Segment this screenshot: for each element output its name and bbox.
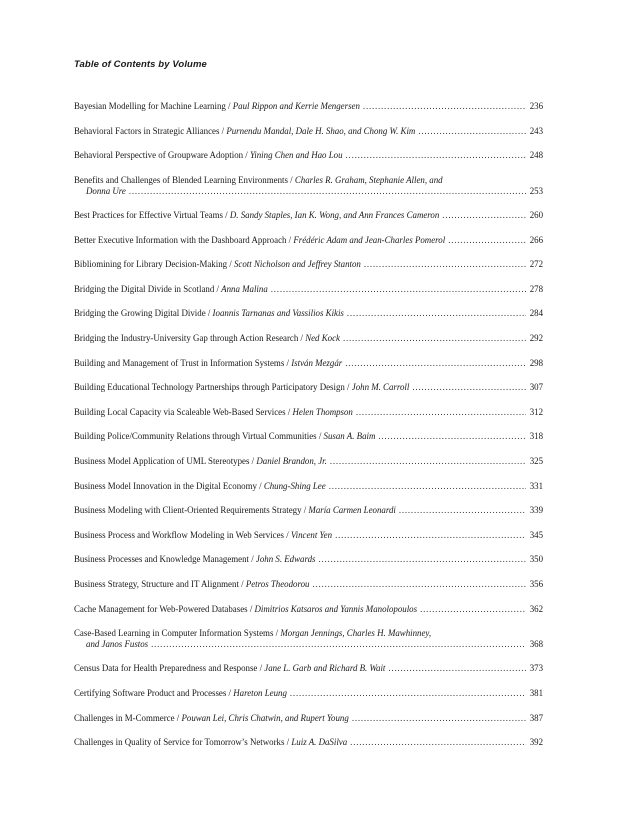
toc-entry[interactable] bbox=[74, 175, 543, 198]
entry-text bbox=[74, 210, 439, 221]
entry-text bbox=[74, 333, 340, 344]
entry-title: Case-Based Learning in Computer Information Systems / bbox=[74, 628, 281, 639]
entry-page-number: 387 bbox=[529, 712, 543, 723]
entry-text bbox=[74, 101, 360, 112]
toc-entry[interactable] bbox=[74, 126, 543, 137]
entry-authors: Charles R. Graham, Stephanie Allen, and bbox=[294, 174, 443, 185]
dot-leader bbox=[352, 713, 526, 724]
entry-page-number: 260 bbox=[529, 210, 543, 221]
entry-authors: Chung-Shing Lee bbox=[263, 480, 326, 491]
entry-authors: Hareton Leung bbox=[233, 688, 287, 699]
entry-page-number: 248 bbox=[529, 150, 543, 161]
entry-title: Bridging the Digital Divide in Scotland / bbox=[74, 283, 222, 294]
entry-authors: István Mezgár bbox=[291, 357, 343, 368]
entry-authors: John M. Carroll bbox=[351, 382, 410, 393]
entry-page-number: 266 bbox=[529, 234, 543, 245]
entry-title: Building Educational Technology Partnerships through Participatory Design / bbox=[74, 382, 352, 393]
dot-leader bbox=[364, 259, 526, 270]
entry-text bbox=[74, 579, 310, 590]
entry-authors: Pouwan Lei, Chris Chatwin, and Rupert Young bbox=[181, 712, 349, 723]
toc-entry[interactable] bbox=[74, 713, 543, 724]
entry-authors: Frédéric Adam and Jean-Charles Pomerol bbox=[293, 234, 446, 245]
dot-leader bbox=[151, 639, 526, 650]
entry-page-number: 284 bbox=[529, 308, 543, 319]
entry-title: Bridging the Industry-University Gap through Action Research / bbox=[74, 333, 306, 344]
entry-title: Bibliomining for Library Decision-Making / bbox=[74, 259, 234, 270]
entry-page-number: 381 bbox=[529, 688, 543, 699]
entry-authors-continued: Donna Ure bbox=[86, 186, 126, 197]
dot-leader bbox=[388, 663, 526, 674]
dot-leader bbox=[343, 333, 526, 344]
entry-title: Better Executive Information with the Dashboard Approach / bbox=[74, 234, 294, 245]
entry-title: Behavioral Factors in Strategic Alliances / bbox=[74, 125, 227, 136]
entry-title: Certifying Software Product and Processes / bbox=[74, 688, 234, 699]
entry-page-number: 292 bbox=[529, 333, 543, 344]
entry-text bbox=[74, 308, 344, 319]
toc-entry[interactable] bbox=[74, 530, 543, 541]
dot-leader bbox=[347, 308, 526, 319]
dot-leader bbox=[335, 530, 526, 541]
entry-authors: Daniel Brandon, Jr. bbox=[256, 456, 327, 466]
dot-leader bbox=[442, 210, 526, 221]
entry-authors: Ned Kock bbox=[305, 333, 340, 344]
entry-authors: Anna Malina bbox=[221, 283, 268, 294]
dot-leader bbox=[129, 186, 526, 197]
toc-entry[interactable] bbox=[74, 358, 543, 369]
toc-entry[interactable] bbox=[74, 431, 543, 442]
dot-leader bbox=[271, 284, 526, 295]
entry-page-number: 318 bbox=[529, 431, 543, 442]
entry-title: Building Local Capacity via Scaleable Web-Based Services / bbox=[74, 406, 293, 417]
entry-title: Benefits and Challenges of Blended Learning Environments / bbox=[74, 174, 295, 185]
entry-page-number: 345 bbox=[529, 529, 543, 540]
entry-text bbox=[74, 554, 315, 565]
entry-title: Bayesian Modelling for Machine Learning / bbox=[74, 101, 233, 111]
dot-leader bbox=[418, 126, 526, 137]
entry-authors: Jane L. Garb and Richard B. Wait bbox=[264, 663, 386, 674]
entry-authors: Scott Nicholson and Jeffrey Stanton bbox=[233, 259, 361, 270]
dot-leader bbox=[350, 737, 526, 748]
entry-title: Business Processes and Knowledge Management / bbox=[74, 554, 256, 565]
toc-entry[interactable] bbox=[74, 554, 543, 565]
entry-text bbox=[74, 530, 332, 541]
entry-authors: D. Sandy Staples, Ian K. Wong, and Ann Frances Cameron bbox=[229, 210, 440, 221]
dot-leader bbox=[290, 688, 526, 699]
entry-page-number: 307 bbox=[529, 382, 543, 393]
entry-authors: Morgan Jennings, Charles H. Mawhinney, bbox=[280, 628, 432, 639]
dot-leader bbox=[313, 579, 527, 590]
entry-page-number: 368 bbox=[529, 639, 543, 650]
entry-text bbox=[74, 358, 342, 369]
toc-entry[interactable] bbox=[74, 407, 543, 418]
entry-text bbox=[74, 150, 343, 161]
toc-entry[interactable] bbox=[74, 101, 543, 112]
entry-page-number: 272 bbox=[529, 259, 543, 270]
toc-entry[interactable] bbox=[74, 210, 543, 221]
toc-entry[interactable] bbox=[74, 663, 543, 674]
entry-title: Challenges in Quality of Service for Tomorrow’s Networks / bbox=[74, 737, 292, 748]
entry-text bbox=[74, 284, 268, 295]
entry-text bbox=[74, 604, 417, 615]
toc-entry[interactable] bbox=[74, 456, 543, 467]
entry-authors: Helen Thompson bbox=[292, 406, 353, 417]
entry-page-number: 331 bbox=[529, 480, 543, 491]
entry-text bbox=[74, 688, 287, 699]
entry-authors: Luiz A. DaSilva bbox=[291, 737, 348, 748]
toc-entry[interactable] bbox=[74, 308, 543, 319]
entry-text bbox=[74, 481, 326, 492]
entry-page-number: 325 bbox=[529, 456, 543, 466]
entry-text bbox=[74, 407, 353, 418]
entry-text bbox=[74, 235, 445, 246]
entry-authors-continued: and Janos Fustos bbox=[86, 639, 149, 650]
entry-title: Best Practices for Effective Virtual Teams / bbox=[74, 210, 230, 221]
dot-leader bbox=[378, 431, 526, 442]
entry-title: Building and Management of Trust in Information Systems / bbox=[74, 357, 292, 368]
entry-authors: Yining Chen and Hao Lou bbox=[249, 150, 343, 161]
toc-heading: Table of Contents by Volume bbox=[74, 59, 207, 70]
entry-title: Business Strategy, Structure and IT Alignment / bbox=[74, 578, 246, 589]
toc-entry[interactable] bbox=[74, 284, 543, 295]
toc-entry[interactable] bbox=[74, 628, 543, 651]
entry-title: Challenges in M-Commerce / bbox=[74, 712, 182, 723]
entry-title: Business Modeling with Client-Oriented Requirements Strategy / bbox=[74, 505, 309, 516]
entry-page-number: 339 bbox=[529, 505, 543, 516]
dot-leader bbox=[345, 358, 526, 369]
toc-entry[interactable] bbox=[74, 737, 543, 748]
entry-authors: Paul Rippon and Kerrie Mengersen bbox=[232, 101, 360, 111]
entry-page-number: 243 bbox=[529, 125, 543, 136]
entry-title: Behavioral Perspective of Groupware Adoption / bbox=[74, 150, 250, 161]
entry-page-number: 350 bbox=[529, 554, 543, 565]
entry-page-number: 236 bbox=[529, 101, 543, 111]
dot-leader bbox=[329, 481, 526, 492]
entry-title: Bridging the Growing Digital Divide / bbox=[74, 308, 213, 319]
toc-entry[interactable] bbox=[74, 604, 543, 615]
dot-leader bbox=[346, 150, 526, 161]
entry-authors: John S. Edwards bbox=[255, 554, 316, 565]
entry-text bbox=[74, 737, 347, 748]
toc-entry[interactable] bbox=[74, 150, 543, 161]
entry-text bbox=[74, 431, 375, 442]
dot-leader bbox=[318, 554, 526, 565]
entry-authors: Susan A. Baim bbox=[323, 431, 376, 442]
entry-authors: María Carmen Leonardi bbox=[308, 505, 396, 516]
entry-text bbox=[74, 456, 327, 467]
entry-authors: Petros Theodorou bbox=[245, 578, 310, 589]
toc-entry[interactable] bbox=[74, 333, 543, 344]
dot-leader bbox=[399, 505, 526, 516]
entry-page-number: 312 bbox=[529, 406, 543, 417]
dot-leader bbox=[412, 382, 526, 393]
entry-authors: Purnendu Mandal, Dale H. Shao, and Chong W. Kim bbox=[226, 125, 416, 136]
entry-page-number: 356 bbox=[529, 578, 543, 589]
entry-title: Business Model Innovation in the Digital Economy / bbox=[74, 480, 264, 491]
entry-text bbox=[74, 126, 415, 137]
entry-text bbox=[74, 382, 409, 393]
toc-entry[interactable] bbox=[74, 688, 543, 699]
entry-text bbox=[74, 505, 396, 516]
dot-leader bbox=[330, 456, 526, 467]
entry-title: Business Model Application of UML Stereotypes / bbox=[74, 456, 257, 466]
entry-title: Cache Management for Web-Powered Databases / bbox=[74, 603, 255, 614]
entry-title: Census Data for Health Preparedness and Response / bbox=[74, 663, 265, 674]
entry-page-number: 362 bbox=[529, 603, 543, 614]
toc-entry[interactable] bbox=[74, 505, 543, 516]
entry-text bbox=[74, 663, 385, 674]
toc-entry[interactable] bbox=[74, 235, 543, 246]
toc-entry[interactable] bbox=[74, 259, 543, 270]
entry-page-number: 278 bbox=[529, 283, 543, 294]
entry-title: Building Police/Community Relations through Virtual Communities / bbox=[74, 431, 324, 442]
dot-leader bbox=[363, 101, 526, 112]
entry-title: Business Process and Workflow Modeling in Web Services / bbox=[74, 529, 291, 540]
dot-leader bbox=[448, 235, 526, 246]
entry-page-number: 392 bbox=[529, 737, 543, 748]
entry-authors: Dimitrios Katsaros and Yannis Manolopoulos bbox=[254, 603, 418, 614]
toc-entry[interactable] bbox=[74, 382, 543, 393]
entry-page-number: 298 bbox=[529, 357, 543, 368]
entry-text bbox=[74, 713, 349, 724]
entry-text bbox=[74, 259, 361, 270]
dot-leader bbox=[356, 407, 526, 418]
toc-entry[interactable] bbox=[74, 481, 543, 492]
entry-page-number: 373 bbox=[529, 663, 543, 674]
toc-entry[interactable] bbox=[74, 579, 543, 590]
entry-page-number: 253 bbox=[529, 186, 543, 197]
entry-authors: Ioannis Tarnanas and Vassilios Kikis bbox=[212, 308, 344, 319]
entry-authors: Vincent Yen bbox=[290, 529, 333, 540]
toc-list bbox=[74, 101, 543, 762]
dot-leader bbox=[420, 604, 526, 615]
